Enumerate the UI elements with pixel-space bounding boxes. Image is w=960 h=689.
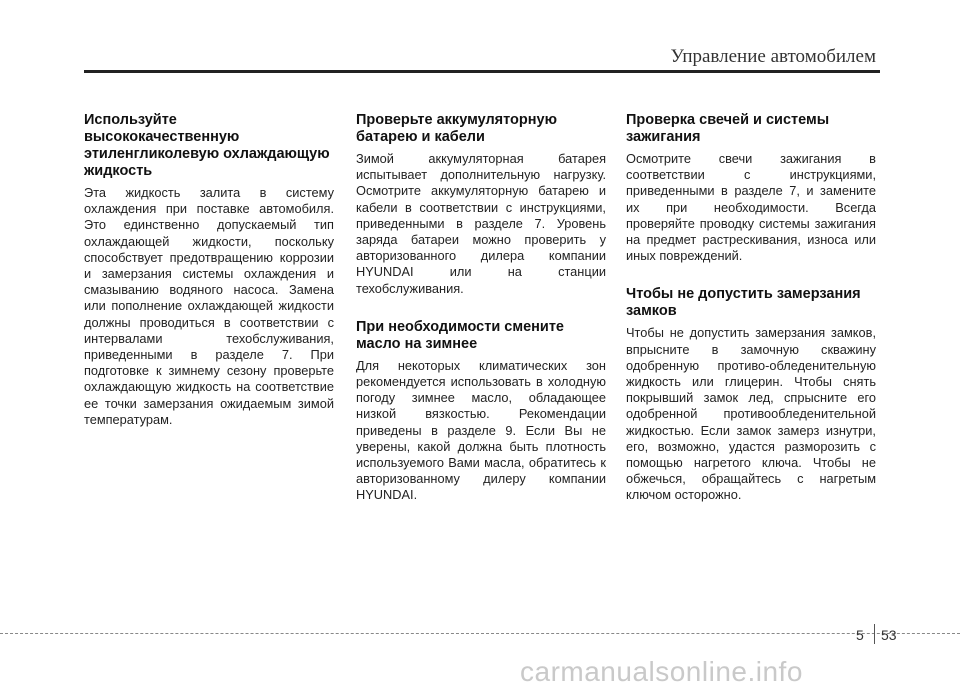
section-body: Осмотрите свечи зажигания в соответствии с инструкциями, приведенными в разделе 7, и замените их при необходимости. Всегда проверяйте проводку системы зажигания на предмет растрескивания, износа или иных повреждений. — [626, 151, 876, 264]
section-heading: Используйте высококачественную этиленгликолевую охлаждающую жидкость — [84, 112, 330, 179]
watermark: carmanualsonline.info — [520, 656, 803, 687]
column-1 — [84, 112, 334, 450]
section-body: Чтобы не допустить замерзания замков, впрысните в замочную скважину одобренную противо-обледенительную жидкость или глицерин. Чтобы снять покрывший замок лед, спрысните его одобренной противообледенительной жидкостью. Если замок замерз изнутри, его, возможно, удастся разморозить с помощью нагретого ключа. Чтобы не обжечься, обращайтесь с нагретым ключом осторожно. — [626, 325, 876, 503]
header-rule — [84, 70, 880, 73]
section-heading: Чтобы не допустить замерзания замков — [626, 286, 861, 320]
section-door-locks — [626, 286, 876, 503]
section-body: Зимой аккумуляторная батарея испытывает дополнительную нагрузку. Осмотрите аккумуляторную батарею и кабели в соответствии с инструкциями, приведенными в разделе 7. Уровень заряда батареи можно проверить у авторизованного дилера компании HYUNDAI или на станции техобслуживания. — [356, 151, 606, 296]
section-coolant — [84, 112, 334, 428]
page-number: 53 — [881, 627, 897, 643]
footer-divider — [0, 633, 960, 634]
page-number-separator — [874, 624, 875, 644]
section-heading: При необходимости смените масло на зимнее — [356, 318, 564, 352]
section-heading: Проверьте аккумуляторную батарею и кабели — [356, 112, 557, 145]
section-battery — [356, 112, 606, 297]
section-body: Для некоторых климатических зон рекомендуется использовать в холодную погоду зимнее масло, обладающее низкой вязкостью. Рекомендации приведены в разделе 9. Если Вы не уверены, какой должна быть плотность используемого Вами масла, обратитесь к авторизованному дилеру компании HYUNDAI. — [356, 357, 606, 503]
section-heading: Проверка свечей и системы зажигания — [626, 112, 830, 145]
page-header-title: Управление автомобилем — [670, 46, 876, 67]
column-2 — [356, 112, 606, 526]
section-body: Эта жидкость залита в систему охлаждения при поставке автомобиля. Это единственно допускаемый тип охлаждающей жидкости, поскольку способствует предотвращению коррозии и замерзания системы охлаждения и смазыванию водяного насоса. Замена или пополнение охлаждающей жидкости должны проводиться в соответствии с интервалами техобслуживания, приведенными в разделе 7. При подготовке к зимнему сезону проверьте охлаждающую жидкость на соответствие ее точки замерзания ожидаемым зимой температурам. — [84, 185, 334, 427]
column-3 — [626, 112, 876, 526]
chapter-number: 5 — [856, 627, 864, 643]
section-winter-oil — [356, 319, 606, 504]
section-spark-plugs — [626, 112, 876, 264]
